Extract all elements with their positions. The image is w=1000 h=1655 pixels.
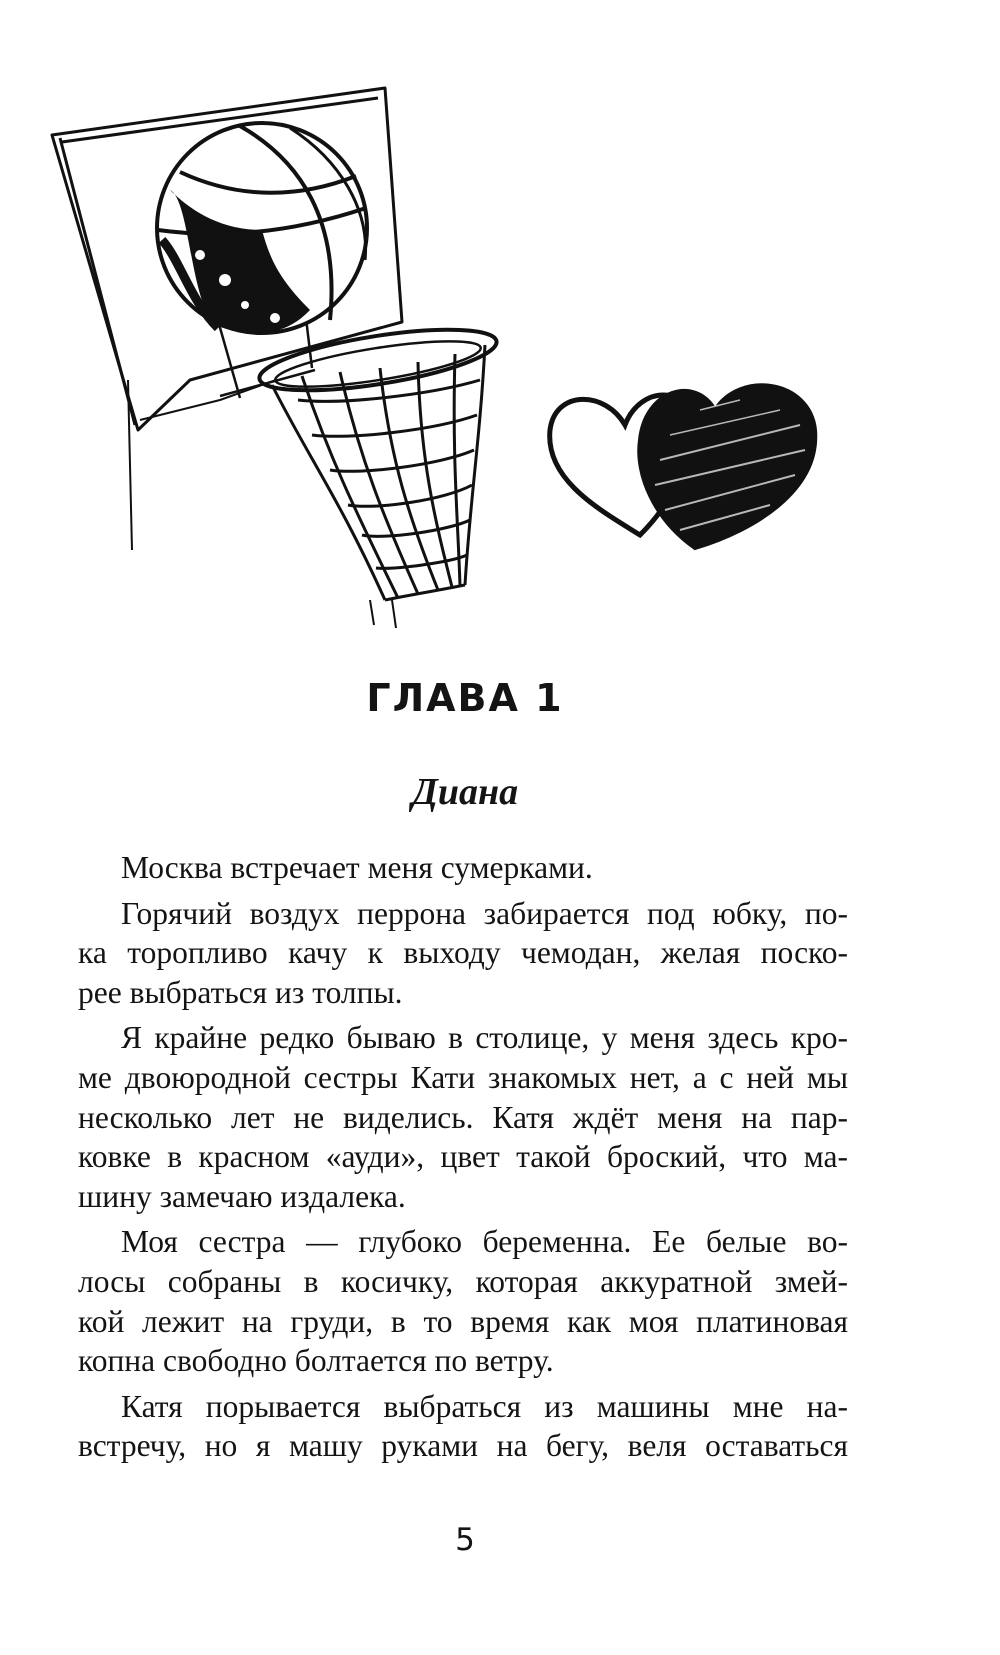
- text-line: ковке в красном «ауди», цвет такой броский, что ма-: [78, 1139, 848, 1175]
- text-line: копна свободно болтается по ветру.: [78, 1343, 554, 1379]
- text-line: ка торопливо качу к выходу чемодан, желая поско-: [78, 935, 848, 971]
- chapter-title: ГЛАВА 1: [366, 676, 564, 720]
- text-line: Горячий воздух перрона забирается под юбку, по-: [121, 895, 848, 931]
- page-number: 5: [455, 1522, 475, 1558]
- chapter-body: [78, 848, 848, 1466]
- text-line: шину замечаю издалека.: [78, 1178, 406, 1214]
- text-line: лосы собраны в косичку, которая аккуратной змей-: [78, 1263, 848, 1299]
- text-line: несколько лет не виделись. Катя ждёт меня на пар-: [78, 1099, 848, 1135]
- text-line: Москва встречает меня сумерками.: [121, 850, 593, 885]
- paragraph: [78, 1387, 848, 1466]
- text-line: кой лежит на груди, в то время как моя платиновая: [78, 1303, 848, 1339]
- text-line: Я крайне редко бываю в столице, у меня здесь кро-: [121, 1020, 848, 1056]
- text-line: рее выбраться из толпы.: [78, 974, 403, 1010]
- chapter-subtitle: Диана: [411, 771, 519, 813]
- paragraph: [78, 1222, 848, 1380]
- text-line: ме двоюродной сестры Кати знакомых нет, а с ней мы: [78, 1059, 848, 1095]
- basketball-icon: [157, 123, 367, 333]
- paragraph: [78, 848, 848, 888]
- text-line: Катя порывается выбраться из машины мне на-: [121, 1388, 848, 1424]
- text-line: Моя сестра — глубоко беременна. Ее белые во-: [121, 1224, 848, 1260]
- two-hearts-icon: [550, 385, 816, 548]
- text-line: встречу, но я машу руками на бегу, веля оставаться: [78, 1428, 848, 1464]
- chapter-illustration: [40, 80, 900, 650]
- paragraph: [78, 1018, 848, 1216]
- paragraph: [78, 894, 848, 1013]
- basketball-hoop-with-ball-icon: [40, 80, 900, 650]
